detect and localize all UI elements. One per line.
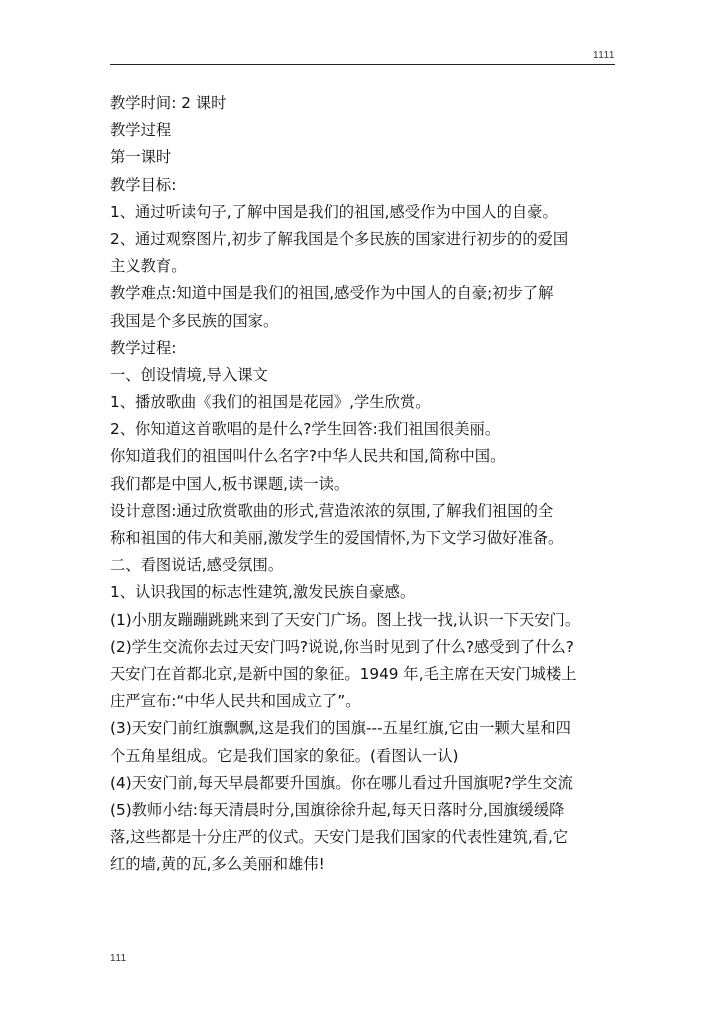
body-line: 二、看图说话,感受氛围。 (110, 556, 284, 575)
body-line: 个五角星组成。它是我们国家的象征。(看图认一认) (110, 746, 459, 765)
header-divider (110, 64, 615, 65)
body-line: 称和祖国的伟大和美丽,激发学生的爱国情怀,为下文学习做好准备。 (110, 529, 564, 547)
body-line: (3)天安门前红旗飘飘,这是我们的国旗---五星红旗,它由一颗大星和四 (110, 719, 571, 738)
body-line: 教学时间: 2 课时 (110, 94, 227, 112)
body-line: 教学过程 (110, 121, 172, 140)
page-header (110, 0, 615, 66)
body-line: 你知道我们的祖国叫什么名字?中华人民共和国,简称中国。 (110, 447, 506, 466)
body-line: 红的墙,黄的瓦,多么美丽和雄伟! (110, 855, 325, 874)
body-line: (5)教师小结:每天清晨时分,国旗徐徐升起,每天日落时分,国旗缓缓降 (110, 800, 565, 819)
document-body (110, 90, 620, 878)
footer-page-number: 111 (110, 953, 127, 964)
body-line: 主义教育。 (110, 257, 187, 276)
body-line: 设计意图:通过欣赏歌曲的形式,营造浓浓的氛围,了解我们祖国的全 (110, 501, 554, 520)
body-line: 天安门在首都北京,是新中国的象征。1949 年,毛主席在天安门城楼上 (110, 664, 577, 683)
body-line: 教学过程: (110, 338, 177, 357)
body-line: 我国是个多民族的国家。 (110, 311, 279, 330)
body-line: 教学难点:知道中国是我们的祖国,感受作为中国人的自豪;初步了解 (110, 284, 554, 303)
body-line: 落,这些都是十分庄严的仪式。天安门是我们国家的代表性建筑,看,它 (110, 828, 569, 847)
body-line: 1、通过听读句子,了解中国是我们的祖国,感受作为中国人的自豪。 (110, 202, 558, 221)
body-line: 我们都是中国人,板书课题,读一读。 (110, 474, 350, 493)
body-line: 庄严宣布:“中华人民共和国成立了”。 (110, 692, 361, 711)
body-line: (4)天安门前,每天早晨都要升国旗。你在哪儿看过升国旗呢?学生交流 (110, 773, 573, 792)
header-page-number: 1111 (592, 50, 615, 61)
body-line: 1、播放歌曲《我们的祖国是花园》,学生欣赏。 (110, 393, 431, 412)
body-line: 一、创设情境,导入课文 (110, 365, 268, 384)
body-line: (1)小朋友蹦蹦跳跳来到了天安门广场。图上找一找,认识一下天安门。 (110, 610, 581, 629)
body-line: 第一课时 (110, 148, 172, 167)
body-line: (2)学生交流你去过天安门吗?说说,你当时见到了什么?感受到了什么? (110, 637, 574, 656)
body-line: 教学目标: (110, 175, 177, 194)
body-line: 1、认识我国的标志性建筑,激发民族自豪感。 (110, 583, 416, 602)
body-line: 2、通过观察图片,初步了解我国是个多民族的国家进行初步的的爱国 (110, 229, 569, 248)
body-line: 2、你知道这首歌唱的是什么?学生回答:我们祖国很美丽。 (110, 420, 501, 439)
